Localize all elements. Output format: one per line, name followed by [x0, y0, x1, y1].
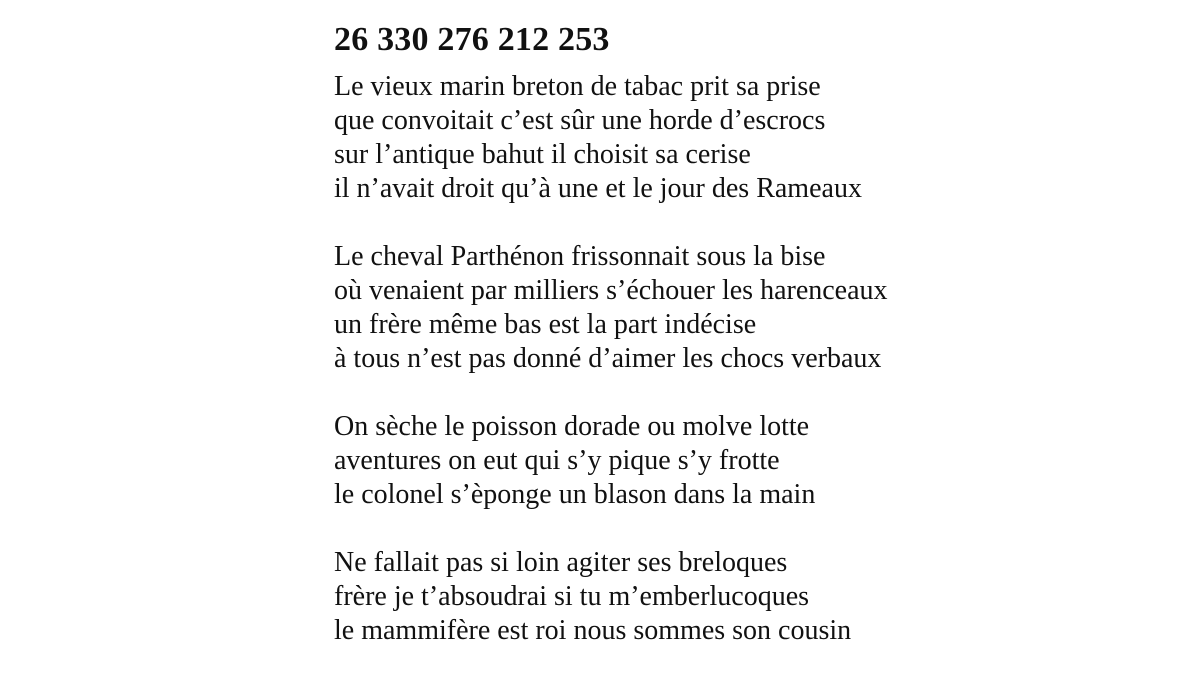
verse-line: Le vieux marin breton de tabac prit sa prise: [334, 71, 821, 102]
verse-line: le mammifère est roi nous sommes son cousin: [334, 615, 852, 646]
verse-line: Le cheval Parthénon frissonnait sous la bise: [334, 241, 826, 272]
verse-line: que convoitait c’est sûr une horde d’escrocs: [334, 105, 826, 136]
verse-line: On sèche le poisson dorade ou molve lotte: [334, 411, 810, 442]
poem-title: 26 330 276 212 253: [334, 21, 610, 58]
verse-line: le colonel s’èponge un blason dans la main: [334, 479, 816, 510]
verse-line: à tous n’est pas donné d’aimer les chocs verbaux: [334, 343, 882, 374]
stanza-4: [334, 546, 1174, 648]
stanza-1: [334, 70, 1174, 206]
verse-line: il n’avait droit qu’à une et le jour des Rameaux: [334, 173, 862, 204]
verse-line: sur l’antique bahut il choisit sa cerise: [334, 139, 751, 170]
stanza-3: [334, 410, 1174, 512]
verse-line: un frère même bas est la part indécise: [334, 309, 757, 340]
verse-line: aventures on eut qui s’y pique s’y frotte: [334, 445, 780, 476]
verse-line: Ne fallait pas si loin agiter ses breloques: [334, 547, 788, 578]
stanza-2: [334, 240, 1174, 376]
poem-page: [334, 20, 1174, 648]
verse-line: frère je t’absoudrai si tu m’emberlucoques: [334, 581, 810, 612]
verse-line: où venaient par milliers s’échouer les harenceaux: [334, 275, 888, 306]
